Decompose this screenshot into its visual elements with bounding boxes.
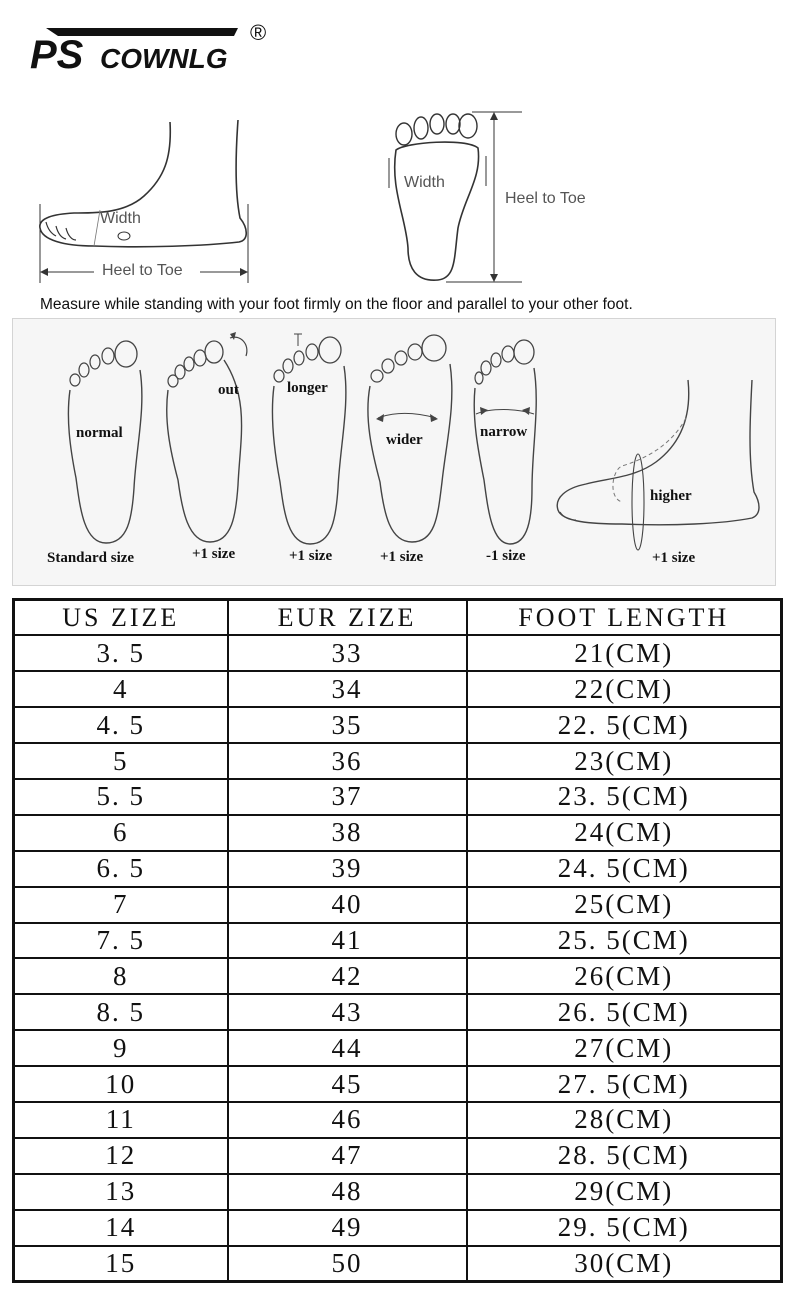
us-size-cell: 11 bbox=[14, 1102, 228, 1138]
eur-size-cell: 36 bbox=[228, 743, 467, 779]
eur-size-cell: 43 bbox=[228, 994, 467, 1030]
foot-length-cell: 25. 5(CM) bbox=[467, 923, 782, 959]
foot-longer-size: +1 size bbox=[289, 548, 333, 564]
foot-length-cell: 28(CM) bbox=[467, 1102, 782, 1138]
table-row bbox=[14, 1066, 782, 1102]
foot-normal-label: normal bbox=[76, 425, 123, 441]
foot-length-cell: 21(CM) bbox=[467, 635, 782, 671]
eur-size-cell: 41 bbox=[228, 923, 467, 959]
foot-length-cell: 27. 5(CM) bbox=[467, 1066, 782, 1102]
foot-longer-label: longer bbox=[287, 380, 328, 396]
foot-length-cell: 29(CM) bbox=[467, 1174, 782, 1210]
eur-size-cell: 46 bbox=[228, 1102, 467, 1138]
header-eur-size: EUR ZIZE bbox=[228, 600, 467, 636]
eur-size-cell: 38 bbox=[228, 815, 467, 851]
us-size-cell: 4. 5 bbox=[14, 707, 228, 743]
foot-length-cell: 26. 5(CM) bbox=[467, 994, 782, 1030]
table-row bbox=[14, 851, 782, 887]
table-row bbox=[14, 923, 782, 959]
table-row bbox=[14, 1102, 782, 1138]
table-row bbox=[14, 743, 782, 779]
foot-length-cell: 24. 5(CM) bbox=[467, 851, 782, 887]
eur-size-cell: 35 bbox=[228, 707, 467, 743]
eur-size-cell: 34 bbox=[228, 671, 467, 707]
eur-size-cell: 44 bbox=[228, 1030, 467, 1066]
table-row bbox=[14, 779, 782, 815]
foot-length-cell: 24(CM) bbox=[467, 815, 782, 851]
us-size-cell: 7 bbox=[14, 887, 228, 923]
size-chart-table bbox=[12, 598, 783, 1283]
side-heel-to-toe-label: Heel to Toe bbox=[102, 262, 183, 279]
foot-length-cell: 25(CM) bbox=[467, 887, 782, 923]
eur-size-cell: 50 bbox=[228, 1246, 467, 1282]
table-row bbox=[14, 671, 782, 707]
foot-length-cell: 29. 5(CM) bbox=[467, 1210, 782, 1246]
foot-out-size: +1 size bbox=[192, 546, 236, 562]
logo-ps: PS bbox=[30, 33, 84, 77]
foot-length-cell: 27(CM) bbox=[467, 1030, 782, 1066]
table-row bbox=[14, 1138, 782, 1174]
us-size-cell: 6 bbox=[14, 815, 228, 851]
eur-size-cell: 40 bbox=[228, 887, 467, 923]
header-us-size: US ZIZE bbox=[14, 600, 228, 636]
table-row bbox=[14, 815, 782, 851]
us-size-cell: 4 bbox=[14, 671, 228, 707]
eur-size-cell: 48 bbox=[228, 1174, 467, 1210]
us-size-cell: 8. 5 bbox=[14, 994, 228, 1030]
foot-wider-size: +1 size bbox=[380, 549, 424, 565]
table-row bbox=[14, 707, 782, 743]
table-row bbox=[14, 887, 782, 923]
eur-size-cell: 45 bbox=[228, 1066, 467, 1102]
foot-higher-label: higher bbox=[650, 488, 692, 504]
us-size-cell: 5 bbox=[14, 743, 228, 779]
logo-rest: COWNLG bbox=[100, 43, 228, 74]
eur-size-cell: 39 bbox=[228, 851, 467, 887]
us-size-cell: 3. 5 bbox=[14, 635, 228, 671]
side-width-label: Width bbox=[100, 210, 141, 227]
foot-out-drawing bbox=[164, 330, 256, 548]
us-size-cell: 9 bbox=[14, 1030, 228, 1066]
foot-length-cell: 22(CM) bbox=[467, 671, 782, 707]
foot-normal-drawing bbox=[64, 338, 148, 548]
table-header-row bbox=[14, 600, 782, 636]
table-row bbox=[14, 958, 782, 994]
foot-narrow-size: -1 size bbox=[486, 548, 526, 564]
eur-size-cell: 33 bbox=[228, 635, 467, 671]
header-foot-length: FOOT LENGTH bbox=[467, 600, 782, 636]
eur-size-cell: 47 bbox=[228, 1138, 467, 1174]
us-size-cell: 8 bbox=[14, 958, 228, 994]
table-row bbox=[14, 1174, 782, 1210]
logo-graphic bbox=[28, 14, 278, 84]
us-size-cell: 7. 5 bbox=[14, 923, 228, 959]
table-row bbox=[14, 1246, 782, 1282]
table-row bbox=[14, 994, 782, 1030]
bottom-width-label: Width bbox=[404, 174, 445, 191]
foot-length-cell: 26(CM) bbox=[467, 958, 782, 994]
us-size-cell: 15 bbox=[14, 1246, 228, 1282]
table-row bbox=[14, 1210, 782, 1246]
us-size-cell: 5. 5 bbox=[14, 779, 228, 815]
us-size-cell: 13 bbox=[14, 1174, 228, 1210]
eur-size-cell: 49 bbox=[228, 1210, 467, 1246]
brand-logo bbox=[28, 14, 278, 84]
foot-narrow-drawing bbox=[470, 338, 546, 550]
registered-mark: ® bbox=[250, 20, 267, 45]
eur-size-cell: 42 bbox=[228, 958, 467, 994]
foot-length-cell: 28. 5(CM) bbox=[467, 1138, 782, 1174]
us-size-cell: 6. 5 bbox=[14, 851, 228, 887]
foot-normal-size: Standard size bbox=[47, 550, 135, 566]
table-row bbox=[14, 635, 782, 671]
measure-instruction: Measure while standing with your foot firmly on the floor and parallel to your other foot. bbox=[40, 296, 633, 313]
foot-out-label: out bbox=[218, 382, 239, 398]
foot-higher-drawing bbox=[552, 378, 764, 554]
foot-length-cell: 30(CM) bbox=[467, 1246, 782, 1282]
us-size-cell: 14 bbox=[14, 1210, 228, 1246]
foot-length-cell: 23. 5(CM) bbox=[467, 779, 782, 815]
foot-narrow-label: narrow bbox=[480, 424, 528, 440]
bottom-heel-to-toe-label: Heel to Toe bbox=[505, 190, 586, 207]
foot-wider-label: wider bbox=[386, 432, 423, 448]
us-size-cell: 12 bbox=[14, 1138, 228, 1174]
table-row bbox=[14, 1030, 782, 1066]
foot-length-cell: 22. 5(CM) bbox=[467, 707, 782, 743]
foot-length-cell: 23(CM) bbox=[467, 743, 782, 779]
us-size-cell: 10 bbox=[14, 1066, 228, 1102]
foot-longer-drawing bbox=[268, 332, 354, 550]
foot-higher-size: +1 size bbox=[652, 550, 696, 566]
eur-size-cell: 37 bbox=[228, 779, 467, 815]
